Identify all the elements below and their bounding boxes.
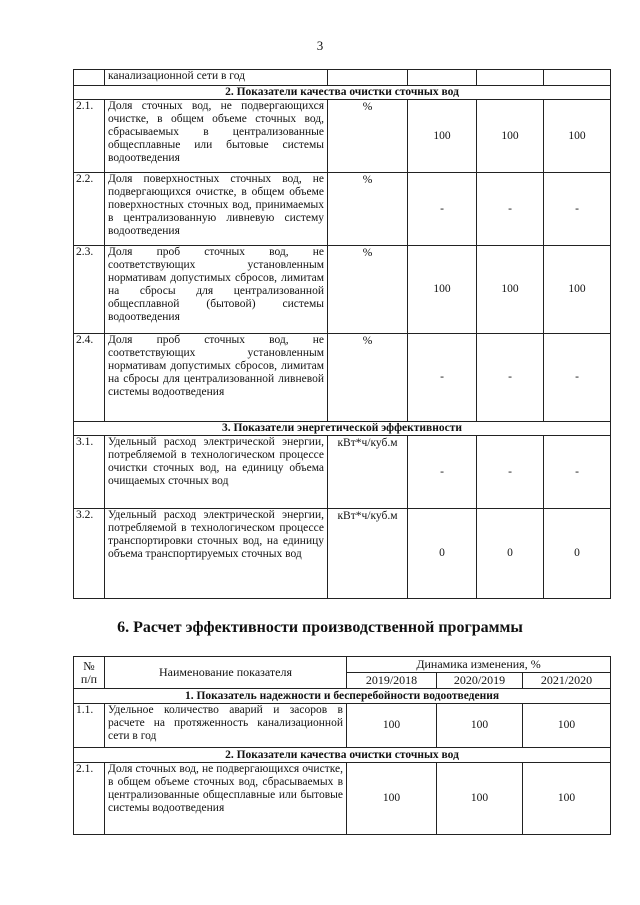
- row-name: Удельный расход электрической энергии, потребляемой в технологическом процессе очистки сточных вод, на единицу объема очищаемых сточных вод: [105, 436, 328, 509]
- row-value: -: [408, 436, 477, 509]
- row-value: -: [544, 173, 611, 246]
- indicators-table: [73, 69, 611, 599]
- row-value: -: [544, 334, 611, 422]
- row-name: Удельное количество аварий и засоров в расчете на протяженность канализационной сети в год: [105, 704, 347, 748]
- row-value: 100: [408, 100, 477, 173]
- table-row: [74, 246, 611, 334]
- row-value: 100: [437, 763, 523, 835]
- row-name: Доля проб сточных вод, не соответствующих установленным нормативам допустимых сбросов, лимитам на сбросы для централизованной общесплавной (бытовой) системы водоотведения: [105, 246, 328, 334]
- row-number: 2.3.: [74, 246, 105, 334]
- row-value: 100: [408, 246, 477, 334]
- row-value: 100: [544, 100, 611, 173]
- section-title: 2. Показатели качества очистки сточных вод: [74, 86, 611, 100]
- table-row: [74, 763, 611, 835]
- row-name: Доля сточных вод, не подвергающихся очистке, в общем объеме сточных вод, сбрасываемых в централизованные общесплавные или бытовые системы водоотведения: [105, 763, 347, 835]
- row-name: Удельный расход электрической энергии, потребляемой в технологическом процессе транспортировки сточных вод, на единицу объема транспортируемых сточных вод: [105, 509, 328, 599]
- section-header: [74, 86, 611, 100]
- row-name: Доля сточных вод, не подвергающихся очистке, в общем объеме сточных вод, сбрасываемых в централизованные общесплавные или бытовые системы водоотведения: [105, 100, 328, 173]
- row-value: 100: [477, 246, 544, 334]
- column-header-year: 2019/2018: [347, 673, 437, 689]
- row-value: -: [477, 436, 544, 509]
- column-header-year: 2021/2020: [523, 673, 611, 689]
- column-header-year: 2020/2019: [437, 673, 523, 689]
- row-number: 2.2.: [74, 173, 105, 246]
- table-row: [74, 334, 611, 422]
- row-number: 2.1.: [74, 763, 105, 835]
- row-name: Доля проб сточных вод, не соответствующих установленным нормативам допустимых сбросов, лимитам на сбросы для централизованной ливневой системы водоотведения: [105, 334, 328, 422]
- row-name: канализационной сети в год: [105, 70, 328, 86]
- table-row: [74, 70, 611, 86]
- row-number: 1.1.: [74, 704, 105, 748]
- row-name: Доля поверхностных сточных вод, не подвергающихся очистке, в общем объеме поверхностных сточных вод, принимаемых в централизованную ливневую систему водоотведения: [105, 173, 328, 246]
- section-title: 3. Показатели энергетической эффективности: [74, 422, 611, 436]
- column-header-name: Наименование показателя: [105, 657, 347, 689]
- table-row: [74, 704, 611, 748]
- row-value: 100: [523, 704, 611, 748]
- row-value: 100: [544, 246, 611, 334]
- table-row: [74, 100, 611, 173]
- row-number: 2.1.: [74, 100, 105, 173]
- row-value: -: [408, 334, 477, 422]
- table-row: [74, 436, 611, 509]
- row-value: 100: [347, 704, 437, 748]
- section-header: [74, 689, 611, 704]
- row-value: 100: [477, 100, 544, 173]
- section-header: [74, 422, 611, 436]
- table-row: [74, 173, 611, 246]
- table-header-row: [74, 657, 611, 673]
- row-number: 3.2.: [74, 509, 105, 599]
- row-value: 100: [437, 704, 523, 748]
- column-header-dynamics: Динамика изменения, %: [347, 657, 611, 673]
- row-unit: %: [328, 246, 408, 334]
- section-title: 1. Показатель надежности и бесперебойности водоотведения: [74, 689, 611, 704]
- row-number: 2.4.: [74, 334, 105, 422]
- efficiency-table: [73, 656, 611, 835]
- row-value: -: [477, 334, 544, 422]
- table-row: [74, 509, 611, 599]
- row-value: -: [544, 436, 611, 509]
- row-value: 100: [347, 763, 437, 835]
- row-unit: кВт*ч/куб.м: [328, 436, 408, 509]
- row-value: 0: [408, 509, 477, 599]
- row-unit: кВт*ч/куб.м: [328, 509, 408, 599]
- section-heading: 6. Расчет эффективности производственной программы: [117, 619, 523, 636]
- section-title: 2. Показатели качества очистки сточных вод: [74, 748, 611, 763]
- row-value: -: [477, 173, 544, 246]
- page-number: 3: [316, 38, 324, 53]
- row-value: 100: [523, 763, 611, 835]
- row-unit: %: [328, 334, 408, 422]
- section-header: [74, 748, 611, 763]
- row-unit: %: [328, 173, 408, 246]
- row-value: 0: [477, 509, 544, 599]
- row-value: -: [408, 173, 477, 246]
- row-value: 0: [544, 509, 611, 599]
- row-unit: %: [328, 100, 408, 173]
- column-header-number: № п/п: [74, 657, 105, 689]
- row-number: 3.1.: [74, 436, 105, 509]
